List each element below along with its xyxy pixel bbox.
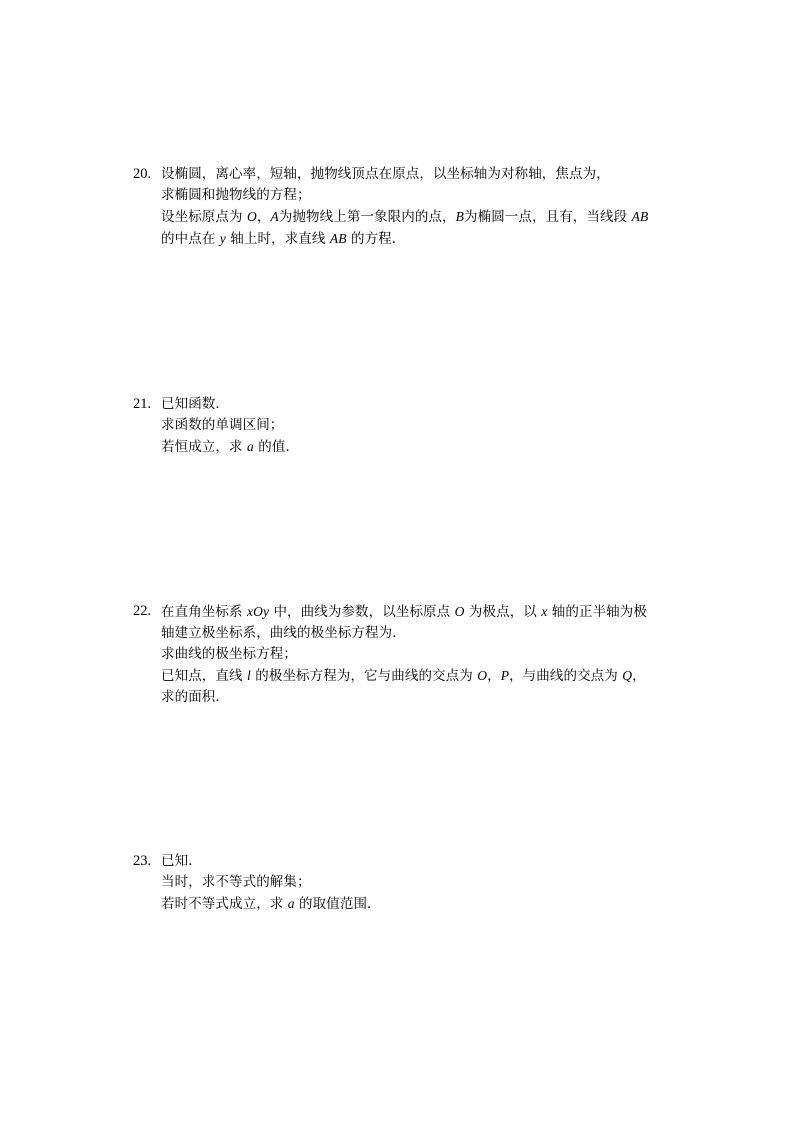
problem-line: 已知点，直线 l 的极坐标方程为，它与曲线的交点为 O，P，与曲线的交点为 Q， [161,668,646,684]
math-var: a [287,896,295,911]
problem-21 [133,394,693,458]
problem-line: 若恒成立，求 a 的值． [161,439,300,455]
math-var: O [247,209,257,224]
problem-line: 设坐标原点为 O，A为抛物线上第一象限内的点，B为椭圆一点，且有，当线段 AB [161,209,649,225]
math-var: AB [631,209,649,224]
math-var: AB [329,231,347,246]
math-var: y [219,231,226,246]
problem-line: 已知． [161,853,202,869]
math-var: O [477,668,488,683]
problem-line: 求的面积． [161,689,229,705]
problem-line: 在直角坐标系 xOy 中，曲线为参数，以坐标原点 O 为极点，以 x 轴的正半轴为极 [161,604,647,620]
math-var: xOy [247,604,270,619]
problem-line: 设椭圆，离心率，短轴，抛物线顶点在原点，以坐标轴为对称轴，焦点为， [161,166,610,182]
problem-number: 22. [133,603,152,619]
math-var: A [270,209,279,224]
math-var: x [541,604,548,619]
problem-line: 的中点在 y 轴上时，求直线 AB 的方程． [161,231,406,247]
problem-23 [133,851,693,915]
problem-line: 求函数的单调区间； [161,417,284,433]
math-var: B [455,209,464,224]
problem-line: 轴建立极坐标系，曲线的极坐标方程为． [161,625,406,641]
problem-number: 23. [133,853,152,869]
math-var: a [247,439,254,454]
math-var: P [500,668,510,683]
math-var: l [247,668,251,683]
problem-20 [133,164,693,250]
problem-line: 求曲线的极坐标方程； [161,646,297,662]
math-var: O [454,604,465,619]
problem-number: 20. [133,166,152,182]
problem-line: 求椭圆和抛物线的方程； [161,187,311,203]
math-var: Q [622,668,633,683]
problem-line: 已知函数． [161,396,229,412]
problem-number: 21. [133,396,152,412]
problem-line: 当时，求不等式的解集； [161,874,311,890]
problem-22 [133,601,693,708]
problem-line: 若时不等式成立，求 a 的取值范围． [161,896,381,912]
